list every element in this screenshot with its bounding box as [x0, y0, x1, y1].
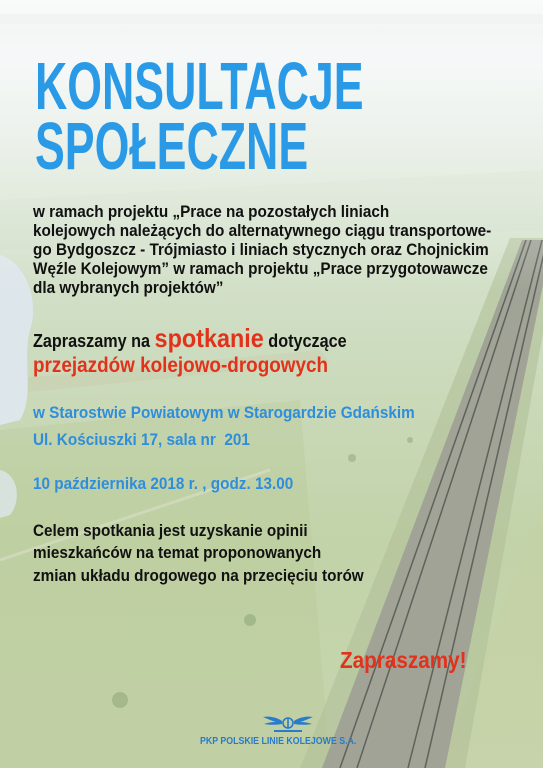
invitation-highlight: spotkanie	[154, 323, 264, 353]
invitation-prefix: Zapraszamy na	[33, 331, 151, 351]
purpose-line: zmian układu drogowego na przecięciu torów	[33, 566, 364, 585]
title-line-1: KONSULTACJE	[35, 49, 364, 124]
purpose-line: mieszkańców na temat proponowanych	[33, 543, 322, 562]
intro-line: w ramach projektu „Prace na pozostałych liniach	[33, 202, 390, 221]
intro-line: Węźle Kolejowym” w ramach projektu „Prace przygotowawcze	[33, 259, 488, 278]
intro-line: kolejowych należących do alternatywnego ciągu transportowe-	[33, 221, 492, 240]
intro-line: dla wybranych projektów”	[33, 278, 224, 297]
logo-rail	[274, 730, 302, 732]
invitation-line	[33, 324, 347, 352]
intro-line: go Bydgoszcz - Trójmiasto i liniach stycznych oraz Chojnickim	[33, 240, 489, 259]
closing-invitation: Zapraszamy!	[340, 647, 467, 673]
logo-wing-right	[294, 717, 313, 725]
title-line-2: SPOŁECZNE	[35, 109, 309, 184]
invitation-suffix: dotyczące	[268, 331, 347, 351]
meeting-date-time: 10 października 2018 r. , godz. 13.00	[33, 474, 294, 493]
meeting-topic: przejazdów kolejowo-drogowych	[33, 354, 329, 377]
venue-address: Ul. Kościuszki 17, sala nr 201	[33, 430, 250, 449]
purpose-line: Celem spotkania jest uzyskanie opinii	[33, 521, 308, 540]
pkp-winged-wheel-icon	[262, 713, 314, 735]
venue-line: w Starostwie Powiatowym w Starogardzie Gdańskim	[33, 403, 415, 422]
organization-name: PKP POLSKIE LINIE KOLEJOWE S.A.	[200, 736, 357, 747]
logo-wing-left	[263, 717, 282, 725]
